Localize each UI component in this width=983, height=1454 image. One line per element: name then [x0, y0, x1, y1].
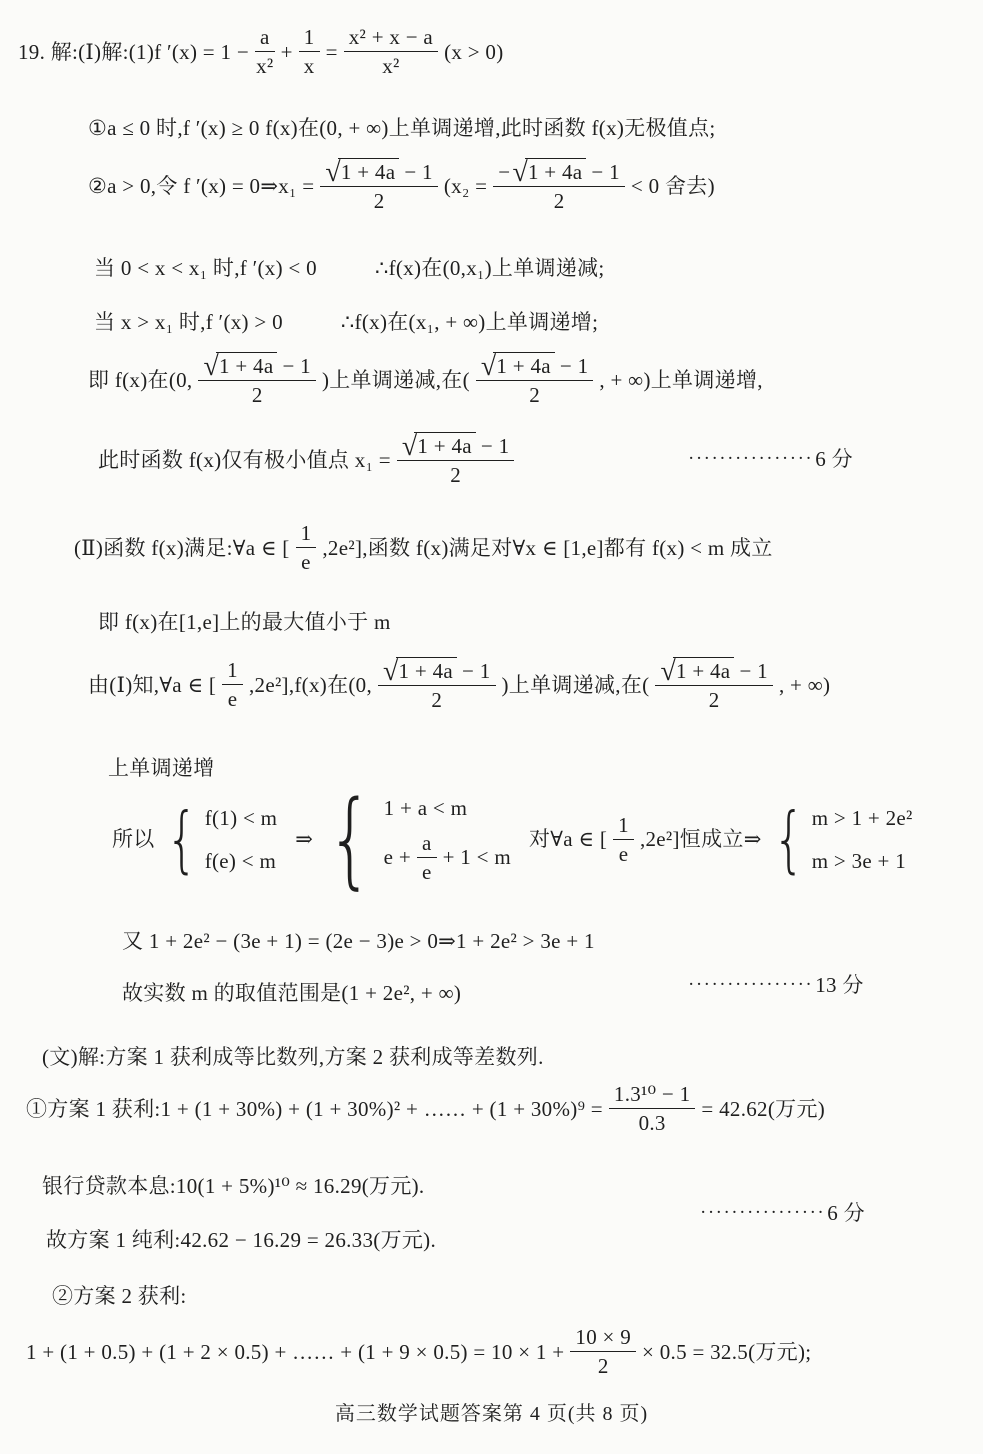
denominator: x²	[256, 54, 274, 79]
text-segment: − 1	[739, 659, 768, 683]
liberal-arts-solution-intro	[42, 1044, 544, 1070]
denominator: 2	[708, 688, 720, 713]
radicand: 1 + 4a	[216, 352, 277, 378]
radicand: 1 + 4a	[493, 352, 554, 378]
text-segment: 所以	[112, 827, 155, 852]
plan-1-net-profit	[46, 1227, 436, 1253]
numerator: a	[255, 25, 275, 52]
score-label: 6 分	[815, 447, 853, 471]
by-part-1-monotonicity	[88, 657, 830, 712]
text-segment: 对∀a ∈ [	[528, 827, 608, 852]
left-brace-icon: {	[772, 797, 805, 882]
text-segment: (Ⅱ)函数 f(x)满足:∀a ∈ [	[74, 535, 290, 560]
radical-icon: √	[383, 655, 399, 687]
plan-1-profit-geometric	[26, 1082, 825, 1135]
radicand: 1 + 4a	[338, 158, 399, 184]
numerator: 1	[613, 813, 634, 840]
case-row: m > 3e + 1	[811, 848, 907, 873]
radical-icon: √	[660, 655, 676, 687]
denominator: x	[303, 54, 315, 79]
text-segment: ∴f(x)在(x₁, + ∞)上单调递增;	[340, 310, 599, 334]
numerator	[655, 657, 772, 686]
text-segment: =	[325, 39, 338, 64]
text-segment: )上单调递减,在(	[501, 672, 650, 697]
case-rows	[812, 805, 913, 875]
numerator: 1	[299, 25, 320, 52]
numerator: 10 × 9	[570, 1325, 636, 1352]
text-segment: 当 x > x₁ 时,f ′(x) > 0	[94, 310, 283, 334]
text-segment: = 42.62(万元)	[701, 1096, 826, 1121]
case-2-a-positive-roots	[88, 158, 715, 213]
case-row: 1 + a < m	[383, 795, 468, 820]
text-segment: ,2e²],f(x)在(0,	[248, 672, 373, 697]
denominator: 2	[373, 189, 385, 214]
text-segment: ∴f(x)在(0,x₁)上单调递减;	[374, 256, 605, 280]
radical	[512, 156, 586, 188]
radicand: 1 + 4a	[673, 657, 734, 683]
fraction-1-over-e	[222, 658, 243, 711]
text-segment: × 0.5 = 32.5(万元);	[642, 1339, 812, 1364]
numerator	[320, 158, 437, 187]
radical-icon: √	[480, 350, 497, 382]
radical-icon: √	[325, 156, 341, 188]
radical	[480, 350, 555, 382]
denominator: e	[227, 687, 238, 712]
implies-symbol: ⇒	[295, 827, 314, 852]
numerator	[378, 657, 495, 686]
text-segment: ②a > 0,令 f ′(x) = 0⇒x₁ =	[88, 173, 315, 198]
range-of-m-conclusion	[122, 980, 461, 1006]
text-segment: 19. 解:(Ⅰ)解:(1)f ′(x) = 1 −	[18, 39, 249, 64]
numerator: 1	[222, 658, 243, 685]
numerator	[198, 352, 315, 381]
denominator: 2	[431, 688, 443, 713]
score-label: 6 分	[827, 1201, 865, 1225]
score-mark-6-part1	[688, 446, 853, 472]
sqrt-fraction	[655, 657, 772, 712]
bank-loan-interest	[42, 1173, 424, 1199]
text-segment: ①a ≤ 0 时,f ′(x) ≥ 0 f(x)在(0, + ∞)上单调递增,此时函数 f(x)无极值点;	[88, 116, 716, 140]
denominator: 2	[251, 383, 263, 408]
text-segment: 当 0 < x < x₁ 时,f ′(x) < 0	[94, 256, 317, 280]
text-segment: 又 1 + 2e² − (3e + 1) = (2e − 3)e > 0⇒1 + 2e² > 3e + 1	[122, 929, 595, 953]
radicand: 1 + 4a	[525, 158, 586, 184]
fraction-quadratic-over-x2	[344, 25, 438, 78]
text-segment: 即 f(x)在(0,	[88, 367, 193, 392]
text-segment: , + ∞)上单调递增,	[599, 367, 763, 392]
radical	[660, 655, 734, 687]
text-segment: 1 + (1 + 0.5) + (1 + 2 × 0.5) + …… + (1 + 9 × 0.5) = 10 × 1 +	[26, 1339, 565, 1364]
denominator: 2	[450, 463, 462, 488]
comparison-derivation	[122, 928, 595, 954]
text-segment: 即 f(x)在[1,e]上的最大值小于 m	[98, 610, 391, 634]
plan-2-profit-heading	[52, 1283, 187, 1309]
monotonic-intervals-summary	[88, 352, 763, 407]
left-brace-icon: {	[327, 778, 374, 900]
fraction-1-over-x	[299, 25, 320, 78]
radical	[401, 430, 476, 462]
sqrt-fraction	[378, 657, 495, 712]
text-segment: 此时函数 f(x)仅有极小值点 x₁ =	[98, 447, 391, 472]
case-rows	[384, 795, 511, 885]
dotted-leader: ················	[688, 974, 814, 996]
denominator: 2	[553, 189, 565, 214]
text-segment: 上单调递增	[108, 756, 215, 780]
text-segment: − 1	[404, 160, 433, 184]
fraction-a-over-x2	[255, 25, 275, 78]
radical	[383, 655, 457, 687]
monotonic-increase-statement	[94, 309, 598, 335]
system-of-inequalities	[112, 778, 917, 900]
text-segment: (文)解:方案 1 获利成等比数列,方案 2 获利成等差数列.	[42, 1045, 544, 1069]
fraction-arithmetic-sum	[570, 1325, 636, 1378]
text-segment: ①方案 1 获利:1 + (1 + 30%) + (1 + 30%)² + …… + (1 + 30%)⁹ =	[26, 1096, 603, 1121]
sqrt-fraction-x2	[493, 158, 625, 213]
cases-group-expanded	[317, 778, 511, 900]
numerator	[476, 352, 593, 381]
monotonic-decrease-statement	[94, 255, 605, 281]
score-label: 13 分	[815, 973, 864, 997]
text-segment: ,2e²]恒成立⇒	[639, 827, 762, 852]
case-row: m > 1 + 2e²	[811, 805, 913, 830]
solution-line-derivative	[18, 25, 504, 78]
denominator: 0.3	[638, 1111, 666, 1136]
fraction-geometric-sum	[609, 1082, 696, 1135]
dotted-leader: ················	[700, 1202, 826, 1224]
sqrt-fraction-x1	[320, 158, 437, 213]
numerator	[397, 432, 514, 461]
text-segment: − 1	[282, 354, 311, 378]
case-1-a-nonpositive	[88, 115, 716, 141]
text-segment: − 1	[591, 160, 620, 184]
dotted-leader: ················	[688, 448, 814, 470]
denominator: e	[618, 841, 629, 866]
text-segment: , + ∞)	[778, 672, 831, 697]
text-segment: 由(Ⅰ)知,∀a ∈ [	[88, 672, 217, 697]
text-segment: )上单调递减,在(	[321, 367, 470, 392]
text-segment: ,2e²],函数 f(x)满足对∀x ∈ [1,e]都有 f(x) < m 成立	[322, 535, 773, 560]
radical	[325, 156, 399, 188]
sqrt-fraction	[198, 352, 315, 407]
text-segment: 故实数 m 的取值范围是(1 + 2e², + ∞)	[122, 981, 462, 1005]
score-mark-13	[688, 972, 864, 998]
text-segment: + 1 < m	[442, 845, 511, 870]
text-segment: (x > 0)	[444, 39, 504, 64]
sqrt-fraction	[397, 432, 514, 487]
left-brace-icon: {	[165, 797, 198, 882]
numerator: x² + x − a	[344, 25, 438, 52]
page-footer	[0, 1402, 983, 1427]
text-segment: 银行贷款本息:10(1 + 5%)¹⁰ ≈ 16.29(万元).	[42, 1174, 425, 1198]
text-segment: +	[280, 39, 293, 64]
cases-group-m-bounds	[766, 797, 913, 882]
text-segment: − 1	[462, 659, 491, 683]
case-row: f(1) < m	[204, 805, 278, 830]
text-segment: (x₂ =	[443, 173, 488, 198]
numerator: 1	[296, 521, 317, 548]
fraction-a-over-e	[417, 831, 437, 884]
minus-sign: −	[498, 160, 511, 184]
denominator: x²	[382, 54, 400, 79]
case-row: f(e) < m	[204, 848, 277, 873]
cases-group-f-values	[159, 797, 278, 882]
text-segment: < 0 舍去)	[630, 173, 715, 198]
text-segment: e +	[383, 845, 411, 870]
text-segment: 故方案 1 纯利:42.62 − 16.29 = 26.33(万元).	[46, 1228, 437, 1252]
score-mark-6-part2	[700, 1200, 865, 1226]
fraction-1-over-e	[296, 521, 317, 574]
radical-icon: √	[512, 156, 528, 188]
radical-icon: √	[401, 430, 418, 462]
radicand: 1 + 4a	[414, 432, 475, 458]
text-segment: − 1	[559, 354, 589, 378]
text-segment: − 1	[480, 434, 510, 458]
denominator: e	[301, 550, 311, 575]
denominator: 2	[529, 383, 541, 408]
radicand: 1 + 4a	[396, 657, 457, 683]
case-row	[384, 831, 511, 884]
case-rows	[205, 805, 278, 875]
max-value-statement	[98, 609, 391, 635]
numerator: a	[417, 831, 437, 858]
numerator: 1.3¹⁰ − 1	[609, 1082, 696, 1109]
minimum-point-conclusion	[98, 432, 520, 487]
radical	[203, 350, 277, 382]
numerator	[493, 158, 625, 187]
fraction-1-over-e	[613, 813, 634, 866]
footer-text: 高三数学试题答案第 4 页(共 8 页)	[334, 1403, 649, 1425]
plan-2-arithmetic-sum	[26, 1325, 811, 1378]
increasing-continuation	[108, 755, 215, 781]
part-2-condition-statement	[74, 521, 773, 574]
denominator: 2	[597, 1354, 609, 1379]
radical-icon: √	[203, 350, 219, 382]
sqrt-fraction	[476, 352, 593, 407]
denominator: e	[421, 860, 432, 885]
text-segment: ②方案 2 获利:	[52, 1284, 187, 1308]
